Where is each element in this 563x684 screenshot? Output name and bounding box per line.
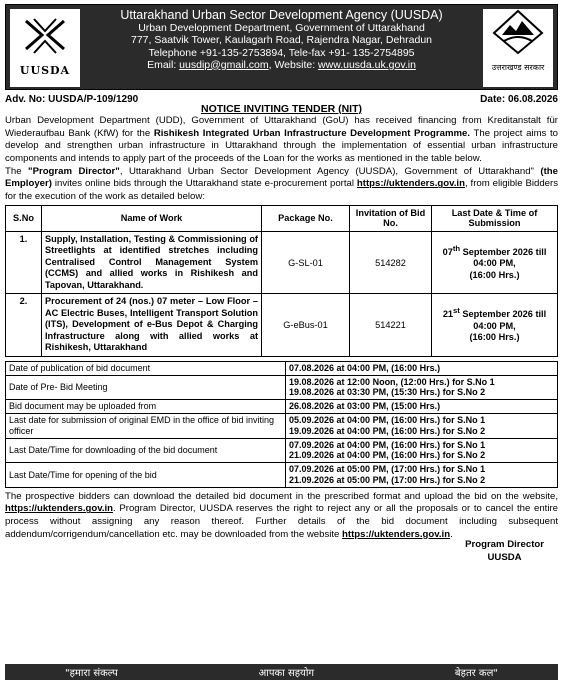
programme-name: Rishikesh Integrated Urban Infrastructure Development Programme. [153, 127, 471, 139]
para2-text-4: , from eligible Bidders for the execution of the work as detailed below: [5, 178, 558, 202]
para3-text-1: The prospective bidders can download the detailed bid document in the prescribed format and upload the bid on the website, [5, 490, 558, 502]
adv-number: Adv. No: UUSDA/P-109/1290 [5, 94, 139, 105]
invitation-paragraph [5, 166, 558, 204]
schedule-row [6, 463, 558, 488]
schedule-row [6, 438, 558, 463]
row-last-date [432, 231, 558, 294]
tender-portal-link[interactable]: https://uktenders.gov.in [5, 503, 114, 515]
last-month: September 2026 till [460, 246, 547, 257]
schedule-label: Date of publication of bid document [6, 361, 286, 375]
telephone: Telephone +91-135-2753894, Tele-fax +91- 135-2754895 [148, 46, 415, 59]
row-package: G-eBus-01 [262, 294, 350, 357]
para2-text-3: invites online bids through the Uttarakhand state e-procurement portal [51, 178, 357, 190]
uusda-emblem-icon [22, 15, 68, 57]
schedule-label: Last date for submission of original EMD in the office of bid inviting officer [6, 413, 286, 438]
col-package-no: Package No. [262, 205, 350, 231]
schedule-table [5, 361, 558, 488]
department-name: Urban Development Department, Government of Uttarakhand [138, 22, 425, 35]
schedule-label: Date of Pre- Bid Meeting [6, 375, 286, 400]
address: 777, Saatvik Tower, Kaulagarh Road, Rajendra Nagar, Dehradun [131, 34, 432, 47]
row-sno: 2. [6, 294, 42, 357]
schedule-value-line: 07.09.2026 at 04:00 PM, (16:00 Hrs.) for S.No 1 [289, 439, 486, 450]
schedule-value [286, 400, 558, 414]
footer-slogan-right: बेहतर कल" [454, 668, 498, 679]
schedule-value [286, 375, 558, 400]
schedule-value-line: 05.09.2026 at 04:00 PM, (16:00 Hrs.) for S.No 1 [289, 414, 486, 425]
schedule-value [286, 361, 558, 375]
schedule-value-line: 07.09.2026 at 05:00 PM, (17:00 Hrs.) for S.No 1 [289, 464, 486, 475]
schedule-label: Last Date/Time for opening of the bid [6, 463, 286, 488]
uttarakhand-govt-logo [483, 9, 553, 87]
last-day-suffix: th [452, 243, 461, 253]
schedule-row [6, 413, 558, 438]
footer-slogan-left: "हमारा संकल्प [65, 668, 118, 679]
letterhead [5, 4, 558, 90]
last-month: September 2026 till [459, 309, 547, 320]
last-day-suffix: st [453, 306, 460, 316]
last-hrs: (16:00 Hrs.) [469, 332, 520, 343]
schedule-value-line: 21.09.2026 at 04:00 PM, (16:00 Hrs.) for S.No 2 [289, 450, 486, 461]
schedule-value-line: 19.08.2026 at 03:30 PM, (15:30 Hrs.) for S.No 2 [289, 387, 486, 398]
para3-text-3: . [450, 528, 453, 540]
table-row [6, 231, 558, 294]
col-name-of-work: Name of Work [42, 205, 262, 231]
schedule-row [6, 400, 558, 414]
email-label: Email: [147, 58, 180, 71]
intro-paragraph [5, 115, 558, 166]
works-table [5, 205, 558, 357]
program-director-label: "Program Director" [28, 165, 120, 177]
para1-text-1: Urban Development Department (UDD), Government of Uttarakhand (GoU) has received financing from Kreditanstalt für Wiederaufbau Bank (KfW) for the [5, 115, 558, 139]
row-sno: 1. [6, 231, 42, 294]
row-bid-no: 514221 [350, 294, 432, 357]
organisation-name: Uttarakhand Urban Sector Development Agency (UUSDA) [120, 8, 443, 22]
para2-text-1: The [5, 165, 29, 177]
logo-right-text: उत्तराखण्ड सरकार [491, 63, 545, 72]
schedule-value [286, 463, 558, 488]
employer-label: (the Employer) [5, 165, 558, 190]
schedule-value-line: 26.08.2026 at 03:00 PM, (15:00 Hrs.) [289, 401, 441, 412]
row-bid-no: 514282 [350, 231, 432, 294]
last-time: 04:00 PM, [473, 320, 516, 331]
schedule-label: Bid document may be uploaded from [6, 400, 286, 414]
schedule-value-line: 21.09.2026 at 05:00 PM, (17:00 Hrs.) for S.No 2 [289, 474, 486, 485]
row-package: G-SL-01 [262, 231, 350, 294]
last-hrs: (16:00 Hrs.) [469, 269, 520, 280]
col-sno: S.No [6, 205, 42, 231]
table-row [6, 294, 558, 357]
closing-paragraph [5, 491, 558, 542]
col-bid-no: Invitation of Bid No. [350, 205, 432, 231]
contact-line [86, 59, 477, 71]
signatory-org: UUSDA [487, 551, 522, 563]
para3-text-2: . Program Director, UUSDA reserves the right to reject any or all the proposals or to cancel the entire process without assigning any reason thereof. Further details of the bid document including subsequent addendum/corrigendum/cancellation etc. may be downloaded from the website [5, 503, 558, 540]
last-day: 07 [442, 246, 453, 257]
col-last-date: Last Date & Time of Submission [432, 205, 558, 231]
uusda-logo [10, 9, 80, 87]
schedule-row [6, 361, 558, 375]
schedule-row [6, 375, 558, 400]
signature-block [5, 539, 558, 564]
eprocurement-link[interactable]: https://uktenders.gov.in [356, 178, 465, 190]
notice-date: Date: 06.08.2026 [480, 94, 558, 105]
schedule-label: Last Date/Time for downloading of the bid document [6, 438, 286, 463]
last-day: 21 [442, 309, 454, 320]
last-time: 04:00 PM, [473, 258, 516, 269]
tender-portal-link-2[interactable]: https://uktenders.gov.in [342, 528, 451, 540]
footer-slogan-center: आपका सहयोग [258, 668, 315, 679]
website-link[interactable]: www.uusda.uk.gov.in [318, 58, 416, 71]
row-last-date [432, 294, 558, 357]
notice-title: NOTICE INVITING TENDER (NIT) [201, 103, 362, 115]
schedule-value [286, 413, 558, 438]
schedule-value-line: 19.09.2026 at 04:00 PM, (16:00 Hrs.) for S.No 2 [289, 425, 486, 436]
works-table-header [6, 205, 558, 231]
govt-emblem-icon [492, 9, 544, 55]
row-work-name: Procurement of 24 (nos.) 07 meter – Low Floor – AC Electric Buses, Intelligent Transport Solution (ITS), Development of e-Bus Depot & Charging Infrastructure along with allied works at Rishikesh, Uttarakhand [42, 294, 262, 357]
footer-band [5, 664, 558, 680]
schedule-value [286, 438, 558, 463]
para1-text-2: The project aims to develop and strengthen urban infrastructure in Uttarakhand through the implementation of essential urban infrastructure components and intends to apply part of the proceeds of the Loan for the works as mentioned in the table below. [5, 127, 558, 164]
signatory-title: Program Director [465, 539, 544, 551]
schedule-value-line: 19.08.2026 at 12:00 Noon, (12:00 Hrs.) for S.No 1 [289, 376, 495, 387]
letterhead-text [86, 8, 477, 71]
schedule-value-line: 07.08.2026 at 04:00 PM, (16:00 Hrs.) [289, 362, 441, 373]
para2-text-2: , Uttarakhand Urban Sector Development Agency (UUSDA), Government of Uttarakhand" [119, 165, 541, 177]
email-link[interactable]: uusdip@gmail.com [179, 58, 269, 71]
logo-left-text: UUSDA [19, 64, 71, 77]
website-label: , Website: [268, 58, 319, 71]
row-work-name: Supply, Installation, Testing & Commissioning of Streetlights at identified stretches including Centralised Control Management System (CCMS) and allied works in Rishikesh and Tapovan, Uttarakhand. [42, 231, 262, 294]
